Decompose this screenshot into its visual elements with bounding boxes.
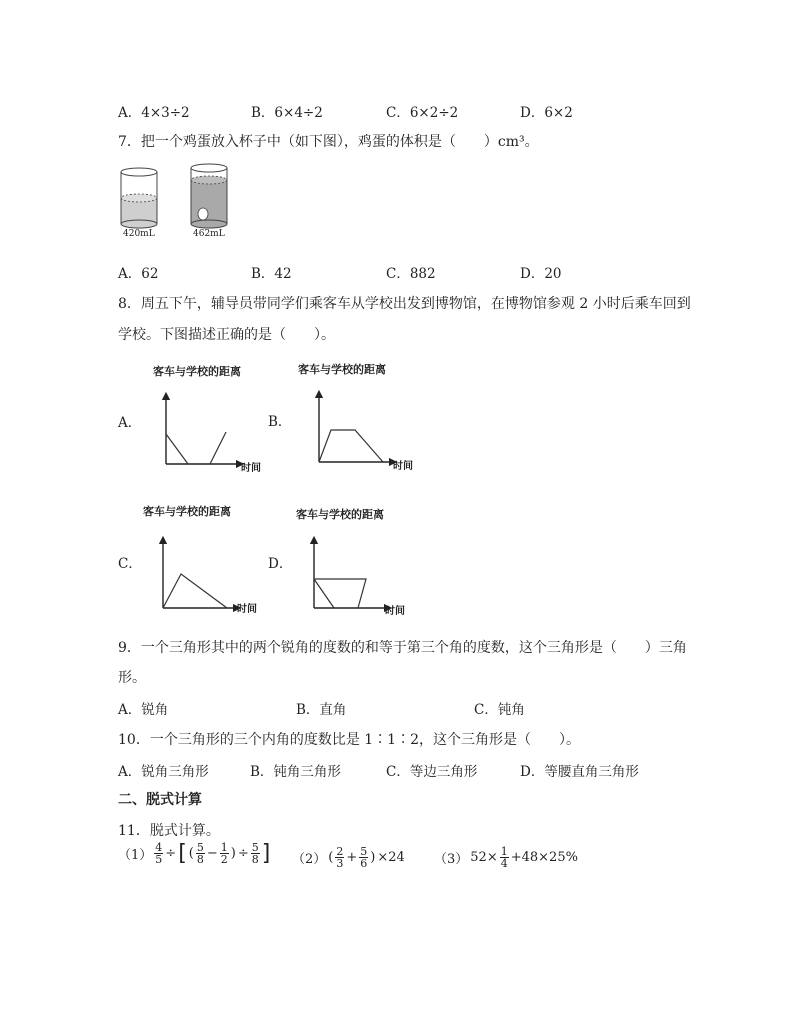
numerator: 1 bbox=[220, 841, 228, 854]
chart-a-xlabel: 时间 bbox=[241, 463, 261, 474]
left-paren: ( bbox=[328, 850, 334, 865]
right-paren: ) bbox=[370, 850, 376, 865]
q11-p1-label: （1） bbox=[118, 848, 153, 863]
numerator: 5 bbox=[251, 841, 259, 854]
chart-a-letter: A． bbox=[118, 415, 142, 431]
chart-d-title: 客车与学校的距离 bbox=[296, 508, 384, 521]
left-paren: ( bbox=[188, 846, 194, 861]
denominator: 8 bbox=[251, 853, 259, 866]
q11-p2-fraction-2 bbox=[359, 846, 368, 869]
chart-b-xlabel: 时间 bbox=[393, 461, 413, 472]
q10-stem: 10．一个三角形的三个内角的度数比是 1∶1∶2，这个三角形是（ ）。 bbox=[118, 732, 580, 748]
q9-stem-line1: 9．一个三角形其中的两个锐角的度数的和等于第三个角的度数，这个三角形是（ ）三角 bbox=[118, 640, 687, 656]
q11-problem-3 bbox=[434, 846, 578, 869]
q7-option-b: B．42 bbox=[251, 266, 292, 282]
q11-stem: 11．脱式计算。 bbox=[118, 823, 220, 839]
denominator: 4 bbox=[500, 857, 508, 870]
q7-stem: 7．把一个鸡蛋放入杯子中（如下图），鸡蛋的体积是（ ）cm³。 bbox=[118, 134, 539, 150]
section-2-heading: 二、脱式计算 bbox=[118, 792, 202, 808]
q11-p1-divide: ÷ bbox=[165, 846, 177, 861]
q8-stem-line1: 8．周五下午，辅导员带同学们乘客车从学校出发到博物馆，在博物馆参观 2 小时后乘车回到 bbox=[118, 296, 691, 312]
q10-option-a: A．锐角三角形 bbox=[118, 764, 209, 780]
q11-p3-tail: +48×25% bbox=[510, 850, 578, 865]
q7-option-c: C．882 bbox=[386, 266, 436, 282]
q11-problem-2 bbox=[292, 846, 405, 869]
q11-p2-tail: ×24 bbox=[377, 850, 405, 865]
denominator: 5 bbox=[155, 853, 163, 866]
q8-stem-line2: 学校。下图描述正确的是（ ）。 bbox=[118, 327, 335, 343]
left-bracket: [ bbox=[178, 840, 187, 866]
q11-p1-fraction-4 bbox=[251, 842, 260, 865]
q11-p2-plus: + bbox=[346, 850, 358, 865]
denominator: 2 bbox=[220, 853, 228, 866]
numerator: 2 bbox=[336, 845, 344, 858]
chart-b-line bbox=[319, 430, 383, 462]
q7-option-d: D．20 bbox=[520, 266, 562, 282]
chart-d-line-1 bbox=[314, 579, 366, 608]
denominator: 3 bbox=[336, 857, 344, 870]
numerator: 1 bbox=[500, 845, 508, 858]
chart-c-line bbox=[163, 574, 227, 608]
right-bracket: ] bbox=[261, 840, 271, 866]
q11-p2-fraction-1 bbox=[335, 846, 344, 869]
q11-p3-fraction bbox=[500, 846, 509, 869]
numerator: 5 bbox=[196, 841, 204, 854]
q9-option-b: B．直角 bbox=[296, 702, 347, 718]
denominator: 8 bbox=[196, 853, 204, 866]
q6-option-a: A．4×3÷2 bbox=[118, 105, 190, 121]
q11-p1-fraction-1 bbox=[154, 842, 163, 865]
numerator: 4 bbox=[155, 841, 163, 854]
chart-c-xlabel: 时间 bbox=[237, 604, 257, 615]
chart-a-title: 客车与学校的距离 bbox=[153, 365, 241, 378]
q9-stem-line2: 形。 bbox=[118, 670, 146, 686]
q10-option-d: D．等腰直角三角形 bbox=[520, 764, 639, 780]
q11-p1-fraction-3 bbox=[220, 842, 229, 865]
cup-420ml-icon bbox=[121, 168, 157, 228]
chart-b-letter: B． bbox=[268, 414, 292, 430]
q7-option-a: A．62 bbox=[118, 266, 159, 282]
denominator: 6 bbox=[360, 857, 368, 870]
q10-option-c: C．等边三角形 bbox=[386, 764, 478, 780]
egg-icon bbox=[198, 208, 208, 220]
q11-p2-label: （2） bbox=[292, 852, 327, 867]
q11-p1-minus: − bbox=[206, 846, 218, 861]
chart-a-line bbox=[166, 432, 226, 464]
numerator: 5 bbox=[360, 845, 368, 858]
q11-problem-1 bbox=[118, 842, 270, 865]
q9-option-a: A．锐角 bbox=[118, 702, 169, 718]
q11-p3-label: （3） bbox=[434, 852, 469, 867]
chart-c-title: 客车与学校的距离 bbox=[143, 505, 231, 518]
chart-c-letter: C． bbox=[118, 556, 142, 572]
right-paren: ) bbox=[230, 846, 236, 861]
q11-p1-fraction-2 bbox=[196, 842, 205, 865]
q6-option-d: D．6×2 bbox=[520, 105, 573, 121]
q9-option-c: C．钝角 bbox=[474, 702, 525, 718]
q11-p1-divide-2: ÷ bbox=[237, 846, 249, 861]
cup-462ml-icon bbox=[191, 164, 227, 228]
chart-d-letter: D． bbox=[268, 556, 293, 572]
chart-d-xlabel: 时间 bbox=[385, 606, 405, 617]
chart-d-line-2 bbox=[314, 579, 334, 608]
cup2-label: 462mL bbox=[193, 229, 225, 239]
chart-b-title: 客车与学校的距离 bbox=[298, 363, 386, 376]
q6-option-c: C．6×2÷2 bbox=[386, 105, 459, 121]
cup1-label: 420mL bbox=[123, 229, 155, 239]
q6-option-b: B．6×4÷2 bbox=[251, 105, 323, 121]
q10-option-b: B．钝角三角形 bbox=[250, 764, 341, 780]
q11-p3-a: 52× bbox=[470, 850, 498, 865]
